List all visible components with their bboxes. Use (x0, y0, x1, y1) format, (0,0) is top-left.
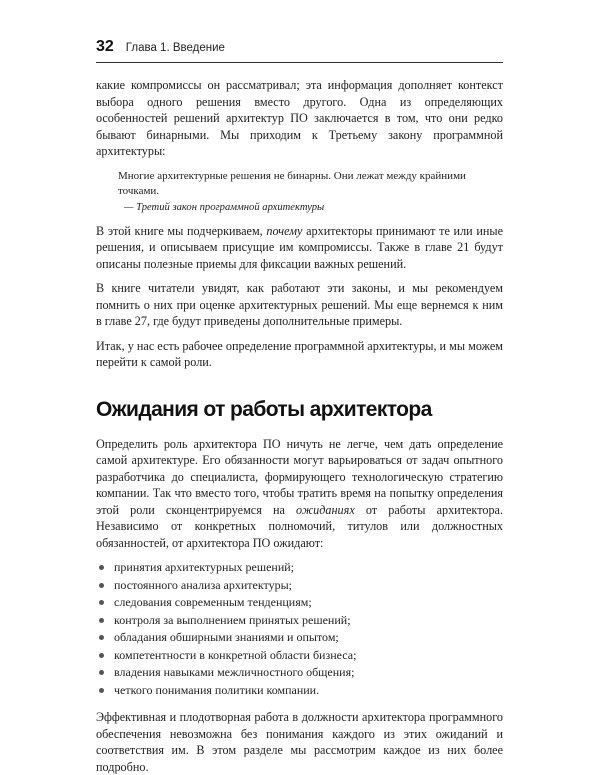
list-item: постоянного анализа архитектуры; (96, 577, 503, 595)
list-item: компетентности в конкретной области бизнеса; (96, 647, 503, 665)
paragraph: какие компромиссы он рассматривал; эта информация дополняет контекст выбора одного решения вместо другого. Одна из определяющих особенностей решений архитектур ПО заключается в том, что они редко бывают бинарными. Мы приходим к Третьему закону программной архитектуры: (96, 78, 503, 158)
paragraph-text: архитекторы принимают те или иные решения, и описываем присущие им компромиссы. Также в главе 21 будут описаны полезные приемы для фиксации важных решений. (96, 223, 504, 271)
list-item: принятия архитектурных решений; (96, 559, 503, 577)
epigraph-source: — Третий закон программной архитектуры (124, 201, 325, 213)
list-item: контроля за выполнением принятых решений; (96, 612, 503, 630)
running-head: Глава 1. Введение (125, 42, 225, 54)
page-number: 32 (96, 38, 114, 55)
paragraph (96, 223, 503, 273)
paragraph (96, 436, 503, 552)
emphasis: ожиданиях (296, 502, 355, 517)
paragraph-text: от работы архитектора. Независимо от конкретных полномочий, титулов или должностных обязанностей, от архитектора ПО ожидают: (96, 502, 503, 550)
paragraph: В книге читатели увидят, как работают эти законы, и мы рекомендуем помнить о них при оценке архитектурных решений. Мы еще вернемся к ним в главе 27, где будут приведены дополнительные примеры. (96, 281, 503, 328)
header-rule (96, 62, 503, 63)
section-title: Ожидания от работы архитектора (96, 397, 432, 421)
list-item: владения навыками межличностного общения; (96, 664, 503, 682)
list-item: следования современным тенденциям; (96, 594, 503, 612)
paragraph-text: В этой книге мы подчеркиваем, (96, 223, 267, 238)
paragraph: Итак, у нас есть рабочее определение программной архитектуры, и мы можем перейти к самой роли. (96, 338, 503, 369)
list-item: четкого понимания политики компании. (96, 682, 503, 700)
emphasis: почему (266, 223, 303, 238)
page-body (96, 77, 503, 775)
paragraph: Эффективная и плодотворная работа в должности архитектора программного обеспечения невозможна без понимания каждого из этих ожиданий и соответствия им. В этом разделе мы рассмотрим каждое из них более подробно. (96, 710, 503, 774)
page-header (96, 38, 503, 56)
paragraph-text: Определить роль архитектора ПО ничуть не легче, чем дать определение самой архитектуре. Его обязанности могут варьироваться от задач опытного разработчика до специалиста, формирующего технологическую стратегию компании. Так что вместо того, чтобы тратить время на попытку определения этой роли сконцентрируемся на (96, 436, 503, 517)
list-item: обладания обширными знаниями и опытом; (96, 629, 503, 647)
expectations-list (96, 559, 503, 699)
epigraph-quote: Многие архитектурные решения не бинарны. Они лежат между крайними точками. (118, 169, 466, 197)
